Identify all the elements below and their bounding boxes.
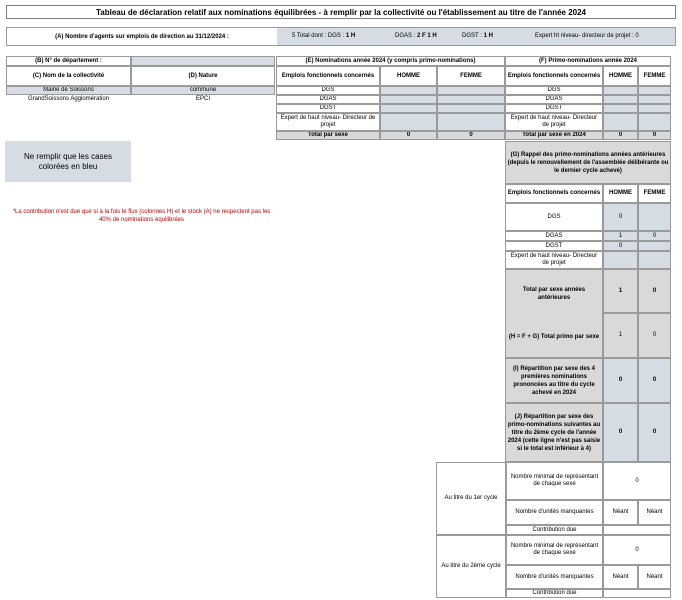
total-prefix: 5 Total dont : DGS : [292, 33, 346, 39]
g-row-label: DGST [505, 241, 603, 251]
section-f-header: (F) Primo-nominations année 2024 [505, 56, 671, 66]
dgst-agents [462, 33, 493, 39]
f-col-homme: HOMME [603, 66, 638, 86]
g-total-ant-homme: 1 [603, 269, 638, 313]
e-femme-input[interactable] [437, 104, 505, 113]
g-row-label: DGAS [505, 231, 603, 241]
f-col-femme: FEMME [638, 66, 671, 86]
e-homme-input[interactable] [380, 104, 437, 113]
notice-box: Ne remplir que les cases colorées en bleu [5, 141, 131, 182]
f-homme-input[interactable] [603, 104, 638, 113]
e-femme-input[interactable] [437, 113, 505, 131]
f-femme-input[interactable] [638, 86, 671, 95]
f-row-label: DGST [505, 104, 603, 113]
e-femme-input[interactable] [437, 86, 505, 95]
f-col-emplois: Emplois fonctionnels concernés [505, 66, 603, 86]
section-a-label: (A) Nombre d'agents sur emplois de direction au 31/12/2024 : [55, 33, 229, 40]
cycle-1-contrib-value [603, 525, 671, 535]
expert-agents: Expert ht niveau- directeur de projet : 0 [535, 33, 639, 39]
e-homme-input[interactable] [380, 86, 437, 95]
section-a-row [6, 27, 676, 46]
cycle-2-units-femme: Néant [638, 565, 671, 589]
dgas-agents [395, 33, 437, 39]
nature-row[interactable]: commune [131, 86, 275, 95]
e-row-label: DGST [276, 104, 380, 113]
cycle-1-contrib-label: Contribution due [506, 525, 603, 535]
g-rep-j-label: (J) Répartition par sexe des primo-nominations suivantes au titre du 2ème cycle de l'année 2024 (cette ligne n'est pas saisie si le total est inférieur à 4) [505, 403, 603, 462]
g-rep-j-femme[interactable]: 0 [638, 403, 671, 462]
g-homme-input[interactable]: 1 [603, 231, 638, 241]
f-homme-input[interactable] [603, 113, 638, 131]
g-col-emplois: Emplois fonctionnels concernés [505, 184, 603, 203]
dgs-value: 1 H [345, 33, 356, 39]
total-ant-text: Total par sexe années antérieures [522, 286, 586, 301]
g-row-label: Expert de haut niveau- Directeur de projet [505, 251, 603, 269]
f-total-label: Total par sexe en 2024 [505, 131, 603, 140]
g-homme-input[interactable] [603, 251, 638, 269]
cycle-2-min-value: 0 [603, 535, 671, 565]
f-row-label: DGAS [505, 95, 603, 104]
collectivite-row[interactable]: Mairie de Soissons [6, 86, 131, 95]
cycle-2-min-label: Nombre minimal de représentant de chaque sexe [506, 535, 603, 565]
cycle-1-units-label: Nombre d'unités manquantes [506, 500, 603, 525]
departement-label: (B) N° de département : [6, 56, 131, 66]
g-homme-input[interactable]: 0 [603, 241, 638, 251]
cycle-1-units-femme: Néant [638, 500, 671, 525]
g-col-homme: HOMME [603, 184, 638, 203]
f-femme-input[interactable] [638, 104, 671, 113]
g-total-h-homme: 1 [603, 313, 638, 358]
f-femme-input[interactable] [638, 95, 671, 104]
f-row-label: DGS [505, 86, 603, 95]
e-row-label: DGAS [276, 95, 380, 104]
section-g-header: (G) Rappel des primo-nominations années antérieures (depuis le renouvellement de l'assemblée délibérante ou le dernier cycle achevé) [505, 141, 671, 184]
g-femme-input[interactable] [638, 251, 671, 269]
e-row-label: Expert de haut niveau- Directeur de projet [276, 113, 380, 131]
e-total-homme: 0 [380, 131, 437, 140]
e-row-label: DGS [276, 86, 380, 95]
g-rep-i-homme[interactable]: 0 [603, 358, 638, 403]
e-femme-input[interactable] [437, 95, 505, 104]
g-row-label: DGS [505, 203, 603, 231]
g-total-ant-label [505, 269, 603, 358]
e-col-homme: HOMME [380, 66, 437, 86]
g-rep-j-homme[interactable]: 0 [603, 403, 638, 462]
collectivite-header: (C) Nom de la collectivité [6, 66, 131, 86]
total-h-text: (H = F + G) Total primo par sexe [508, 334, 600, 341]
departement-input[interactable] [131, 56, 275, 66]
cycle-1-title: Au titre du 1er cycle [436, 462, 506, 535]
e-total-label: Total par sexe [276, 131, 380, 140]
dgst-prefix: DGST : [462, 33, 484, 39]
e-homme-input[interactable] [380, 95, 437, 104]
cycle-1-min-label: Nombre minimal de représentant de chaque sexe [506, 462, 603, 500]
collectivite-row: GrandSoissons Agglomération [27, 96, 110, 102]
cycle-1-min-value: 0 [603, 462, 671, 500]
warning-note: *La contribution n'est due que si à la fois le flux (colonnes H) et le stock (A) ne respectent pas les 40% de nominations équilibrées [12, 209, 271, 223]
g-total-ant-femme: 0 [638, 269, 671, 313]
dgst-value: 1 H [483, 33, 493, 39]
cycle-2-contrib-value [603, 589, 671, 598]
cycle-2-units-homme: Néant [603, 565, 638, 589]
cycle-2-contrib-label: Contribution due [506, 589, 603, 598]
nature-header: (D) Nature [131, 66, 275, 86]
g-rep-i-femme[interactable]: 0 [638, 358, 671, 403]
g-femme-input[interactable] [638, 241, 671, 251]
e-homme-input[interactable] [380, 113, 437, 131]
section-a-values[interactable] [277, 28, 675, 45]
g-femme-input[interactable] [638, 203, 671, 231]
e-col-femme: FEMME [437, 66, 505, 86]
page-title: Tableau de déclaration relatif aux nominations équilibrées - à remplir par la collectivité ou l'établissement au titre de l'année 2024 [6, 5, 676, 19]
nature-row: EPCI [195, 96, 210, 102]
f-row-label: Expert de haut niveau- Directeur de projet [505, 113, 603, 131]
g-femme-input[interactable]: 0 [638, 231, 671, 241]
total-agents [292, 33, 355, 39]
g-rep-i-label: (I) Répartition par sexe des 4 premières nominations prononcées au titre du cycle achevé en 2024 [505, 358, 603, 403]
f-femme-input[interactable] [638, 113, 671, 131]
cycle-1-units-homme: Néant [603, 500, 638, 525]
section-e-header: (E) Nominations année 2024 (y compris primo-nominations) [276, 56, 505, 66]
dgas-prefix: DGAS : [395, 33, 418, 39]
e-total-femme: 0 [437, 131, 505, 140]
f-total-homme: 0 [603, 131, 638, 140]
f-total-femme: 0 [638, 131, 671, 140]
g-col-femme: FEMME [638, 184, 671, 203]
g-total-h-femme: 0 [638, 313, 671, 358]
f-homme-input[interactable] [603, 95, 638, 104]
cycle-2-title: Au titre du 2ème cycle [436, 535, 506, 598]
g-homme-input[interactable]: 0 [603, 203, 638, 231]
dgas-value: 2 F 1 H [417, 33, 437, 39]
f-homme-input[interactable] [603, 86, 638, 95]
e-col-emplois: Emplois fonctionnels concernés [276, 66, 380, 86]
cycle-2-units-label: Nombre d'unités manquantes [506, 565, 603, 589]
